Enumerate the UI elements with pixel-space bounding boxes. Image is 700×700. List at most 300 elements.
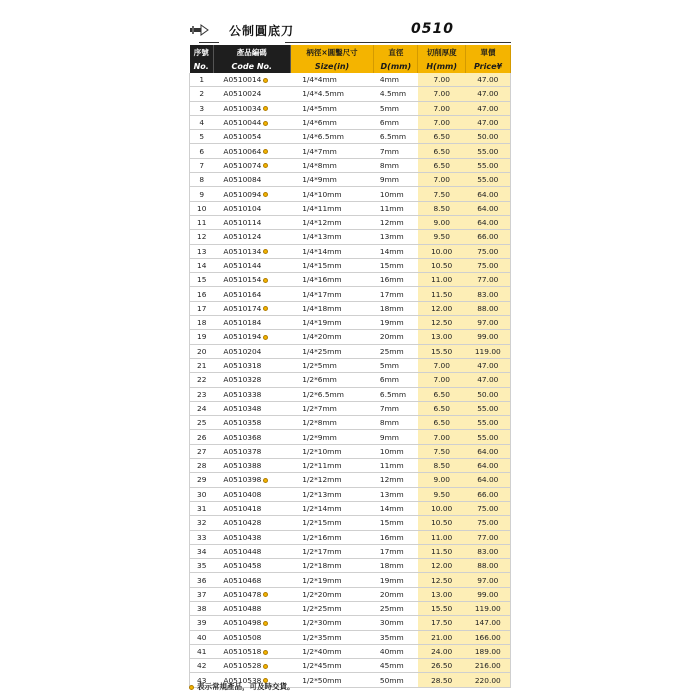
row-number: 27 — [197, 446, 207, 456]
row-number: 17 — [197, 303, 207, 313]
table-row — [190, 273, 511, 287]
row-number: 13 — [197, 246, 207, 256]
row-thickness: 13.00 — [431, 332, 453, 342]
row-code: A0510498 — [223, 618, 262, 628]
row-thickness: 12.50 — [431, 318, 453, 328]
row-diameter: 19mm — [379, 318, 404, 328]
stock-dot-icon — [263, 163, 268, 168]
row-thickness: 6.50 — [433, 146, 450, 156]
row-code: A0510478 — [223, 589, 262, 599]
table-row — [190, 173, 511, 187]
table-row — [190, 516, 511, 530]
row-size: 1/4*4mm — [302, 75, 337, 85]
row-size: 1/2*35mm — [302, 632, 342, 642]
row-code: A0510174 — [223, 303, 262, 313]
row-price: 119.00 — [474, 346, 501, 356]
row-diameter: 6mm — [379, 375, 399, 385]
stock-dot-icon — [263, 78, 268, 83]
row-price: 64.00 — [477, 446, 499, 456]
row-code: A0510458 — [223, 561, 262, 571]
row-price: 55.00 — [477, 146, 499, 156]
row-diameter: 5mm — [379, 103, 399, 113]
row-size: 1/4*4.5mm — [302, 89, 344, 99]
row-price: 147.00 — [474, 618, 501, 628]
row-size: 1/2*17mm — [302, 546, 342, 556]
row-thickness: 24.00 — [431, 647, 453, 657]
row-code: A0510398 — [223, 475, 262, 485]
row-number: 31 — [197, 504, 207, 514]
row-size: 1/2*20mm — [302, 589, 342, 599]
table-row — [190, 444, 511, 458]
row-number: 23 — [197, 389, 207, 399]
header-no-en: No. — [190, 59, 214, 73]
row-thickness: 6.50 — [433, 132, 450, 142]
row-code: A0510104 — [223, 203, 262, 213]
row-price: 83.00 — [477, 289, 499, 299]
row-thickness: 12.00 — [431, 303, 453, 313]
table-row — [190, 401, 511, 415]
row-size: 1/2*40mm — [302, 647, 342, 657]
row-code: A0510094 — [223, 189, 262, 199]
row-size: 1/2*15mm — [302, 518, 342, 528]
row-thickness: 7.00 — [433, 103, 450, 113]
row-code: A0510428 — [223, 518, 262, 528]
row-thickness: 10.50 — [431, 518, 453, 528]
row-diameter: 6.5mm — [379, 132, 407, 142]
table-row — [190, 459, 511, 473]
row-price: 189.00 — [474, 647, 501, 657]
row-size: 1/4*14mm — [302, 246, 342, 256]
row-size: 1/4*5mm — [302, 103, 337, 113]
header-row-zh — [190, 45, 511, 59]
row-number: 24 — [197, 403, 207, 413]
row-price: 220.00 — [474, 675, 501, 685]
row-thickness: 7.00 — [433, 89, 450, 99]
row-thickness: 26.50 — [431, 661, 453, 671]
stock-dot-icon — [263, 278, 268, 283]
series-code: 0510 — [411, 21, 454, 37]
row-thickness: 6.50 — [433, 418, 450, 428]
row-number: 29 — [197, 475, 207, 485]
row-thickness: 6.50 — [433, 160, 450, 170]
table-row — [190, 344, 511, 358]
row-code: A0510388 — [223, 461, 262, 471]
table-row — [190, 587, 511, 601]
row-size: 1/2*19mm — [302, 575, 342, 585]
row-number: 16 — [197, 289, 207, 299]
row-thickness: 7.00 — [433, 432, 450, 442]
row-code: A0510144 — [223, 261, 262, 270]
table-row — [190, 87, 511, 101]
row-thickness: 8.50 — [433, 203, 450, 213]
table-row — [190, 473, 511, 487]
row-number: 7 — [199, 160, 205, 170]
row-diameter: 50mm — [379, 675, 404, 685]
table-row — [190, 544, 511, 558]
row-code: A0510508 — [223, 632, 262, 642]
stock-dot-icon — [263, 650, 268, 655]
header-thickness-en: H(mm) — [418, 59, 466, 73]
table-row — [190, 187, 511, 201]
row-diameter: 14mm — [379, 504, 404, 514]
row-size: 1/2*10mm — [302, 446, 342, 456]
row-size: 1/2*6mm — [302, 375, 337, 385]
row-code: A0510084 — [223, 175, 262, 185]
stock-dot-icon — [263, 192, 268, 197]
row-size: 1/4*19mm — [302, 318, 342, 328]
title-banner — [189, 18, 511, 44]
table-row — [190, 573, 511, 587]
row-size: 1/2*12mm — [302, 475, 342, 485]
row-price: 47.00 — [477, 375, 499, 385]
row-code: A0510124 — [223, 232, 262, 242]
row-price: 64.00 — [477, 461, 499, 471]
row-price: 64.00 — [477, 203, 499, 213]
row-thickness: 10.50 — [431, 261, 453, 270]
row-size: 1/4*11mm — [302, 203, 342, 213]
row-price: 88.00 — [477, 303, 499, 313]
row-size: 1/4*12mm — [302, 218, 342, 228]
row-code: A0510024 — [223, 89, 262, 99]
row-number: 10 — [197, 203, 207, 213]
row-thickness: 12.00 — [431, 561, 453, 571]
row-diameter: 20mm — [379, 332, 404, 342]
table-row — [190, 387, 511, 401]
row-price: 66.00 — [477, 489, 499, 499]
table-row — [190, 201, 511, 215]
header-price-zh: 單價 — [466, 45, 511, 59]
row-number: 4 — [199, 118, 205, 128]
row-diameter: 11mm — [379, 203, 404, 213]
table-row — [190, 287, 511, 301]
row-size: 1/4*13mm — [302, 232, 342, 242]
row-size: 1/4*16mm — [302, 275, 342, 285]
row-diameter: 13mm — [379, 232, 404, 242]
row-diameter: 13mm — [379, 489, 404, 499]
row-size: 1/2*14mm — [302, 504, 342, 514]
row-price: 47.00 — [477, 103, 499, 113]
stock-dot-icon — [263, 149, 268, 154]
stock-dot-icon — [263, 478, 268, 483]
row-number: 33 — [197, 532, 207, 542]
row-size: 1/2*5mm — [302, 361, 337, 371]
row-code: A0510054 — [223, 132, 262, 142]
banner-rule — [285, 42, 511, 43]
row-size: 1/2*11mm — [302, 461, 342, 471]
row-code: A0510154 — [223, 275, 262, 285]
table-row — [190, 301, 511, 315]
row-thickness: 9.50 — [433, 232, 450, 242]
table-row — [190, 358, 511, 372]
stock-dot-icon — [263, 592, 268, 597]
row-thickness: 12.50 — [431, 575, 453, 585]
row-code: A0510378 — [223, 446, 262, 456]
table-row — [190, 416, 511, 430]
row-number: 19 — [197, 332, 207, 342]
row-price: 166.00 — [474, 632, 501, 642]
row-diameter: 17mm — [379, 289, 404, 299]
row-diameter: 7mm — [379, 146, 399, 156]
row-number: 1 — [199, 75, 205, 85]
stock-dot-icon — [263, 106, 268, 111]
row-price: 97.00 — [477, 575, 499, 585]
stock-dot-icon — [263, 621, 268, 626]
row-price: 77.00 — [477, 532, 499, 542]
row-number: 34 — [197, 546, 207, 556]
row-price: 119.00 — [474, 604, 501, 614]
row-code: A0510338 — [223, 389, 262, 399]
footnote — [189, 681, 295, 692]
row-diameter: 5mm — [379, 361, 399, 371]
row-code: A0510348 — [223, 403, 262, 413]
row-size: 1/2*16mm — [302, 532, 342, 542]
row-thickness: 7.00 — [433, 118, 450, 128]
row-size: 1/2*45mm — [302, 661, 342, 671]
row-code: A0510114 — [223, 218, 262, 228]
row-code: A0510074 — [223, 160, 262, 170]
row-thickness: 6.50 — [433, 403, 450, 413]
row-number: 26 — [197, 432, 207, 442]
header-thickness-zh: 切削厚度 — [418, 45, 466, 59]
row-thickness: 7.00 — [433, 75, 450, 85]
row-number: 36 — [197, 575, 207, 585]
row-number: 9 — [199, 189, 205, 199]
row-code: A0510358 — [223, 418, 262, 428]
table-row — [190, 616, 511, 630]
header-no-zh: 序號 — [190, 45, 214, 59]
row-diameter: 16mm — [379, 532, 404, 542]
row-thickness: 7.50 — [433, 189, 450, 199]
row-price: 75.00 — [477, 518, 499, 528]
row-diameter: 12mm — [379, 475, 404, 485]
row-diameter: 9mm — [379, 432, 399, 442]
row-price: 55.00 — [477, 432, 499, 442]
row-diameter: 11mm — [379, 461, 404, 471]
table-row — [190, 73, 511, 87]
row-diameter: 7mm — [379, 403, 399, 413]
row-size: 1/2*9mm — [302, 432, 337, 442]
header-diameter-zh: 直徑 — [374, 45, 418, 59]
row-code: A0510164 — [223, 289, 262, 299]
row-number: 38 — [197, 604, 207, 614]
row-diameter: 25mm — [379, 604, 404, 614]
row-price: 50.00 — [477, 132, 499, 142]
row-price: 75.00 — [477, 504, 499, 514]
table-row — [190, 373, 511, 387]
table-row — [190, 215, 511, 229]
row-code: A0510418 — [223, 504, 262, 514]
stock-dot-icon — [263, 335, 268, 340]
row-number: 42 — [197, 661, 207, 671]
row-price: 64.00 — [477, 189, 499, 199]
row-thickness: 11.00 — [431, 275, 453, 285]
row-size: 1/2*50mm — [302, 675, 342, 685]
row-diameter: 15mm — [379, 261, 404, 270]
row-size: 1/4*18mm — [302, 303, 342, 313]
row-code: A0510518 — [223, 647, 262, 657]
row-code: A0510438 — [223, 532, 262, 542]
row-diameter: 4mm — [379, 75, 399, 85]
table-row — [190, 244, 511, 258]
row-diameter: 20mm — [379, 589, 404, 599]
header-price-en: Price¥ — [466, 59, 511, 73]
table-row — [190, 130, 511, 144]
row-price: 97.00 — [477, 318, 499, 328]
row-code: A0510408 — [223, 489, 262, 499]
row-code: A0510318 — [223, 361, 262, 371]
footnote-text: 表示常規產品，可及時交貨。 — [197, 682, 295, 691]
row-number: 32 — [197, 518, 207, 528]
table-row — [190, 559, 511, 573]
row-number: 6 — [199, 146, 205, 156]
row-size: 1/2*30mm — [302, 618, 342, 628]
table-row — [190, 644, 511, 658]
row-price: 75.00 — [477, 261, 499, 270]
row-price: 75.00 — [477, 246, 499, 256]
row-number: 2 — [199, 89, 205, 99]
row-number: 43 — [197, 675, 207, 685]
row-price: 47.00 — [477, 89, 499, 99]
row-diameter: 19mm — [379, 575, 404, 585]
row-thickness: 11.50 — [431, 546, 453, 556]
row-diameter: 10mm — [379, 189, 404, 199]
row-price: 64.00 — [477, 218, 499, 228]
row-diameter: 15mm — [379, 518, 404, 528]
page-title: 公制圓底刀 — [229, 24, 295, 38]
table-row — [190, 501, 511, 515]
row-size: 1/4*9mm — [302, 175, 337, 185]
row-code: A0510328 — [223, 375, 262, 385]
row-thickness: 7.00 — [433, 375, 450, 385]
row-code: A0510044 — [223, 118, 262, 128]
row-size: 1/2*18mm — [302, 561, 342, 571]
row-size: 1/4*20mm — [302, 332, 342, 342]
row-code: A0510468 — [223, 575, 262, 585]
table-row — [190, 430, 511, 444]
row-thickness: 10.00 — [431, 504, 453, 514]
row-thickness: 9.00 — [433, 218, 450, 228]
row-number: 41 — [197, 647, 207, 657]
row-code: A0510204 — [223, 346, 262, 356]
row-code: A0510064 — [223, 146, 262, 156]
row-thickness: 6.50 — [433, 389, 450, 399]
row-diameter: 35mm — [379, 632, 404, 642]
row-thickness: 10.00 — [431, 246, 453, 256]
table-row — [190, 659, 511, 673]
table-row — [190, 630, 511, 644]
row-diameter: 6mm — [379, 118, 399, 128]
row-number: 12 — [197, 232, 207, 242]
stock-dot-icon — [263, 664, 268, 669]
row-number: 11 — [197, 218, 207, 228]
row-size: 1/2*13mm — [302, 489, 342, 499]
stock-dot-icon — [263, 121, 268, 126]
row-number: 28 — [197, 461, 207, 471]
row-diameter: 8mm — [379, 418, 399, 428]
row-thickness: 11.00 — [431, 532, 453, 542]
table-row — [190, 258, 511, 272]
row-size: 1/4*25mm — [302, 346, 342, 356]
banner-rule-left — [199, 42, 219, 43]
row-thickness: 28.50 — [431, 675, 453, 685]
row-size: 1/4*7mm — [302, 146, 337, 156]
row-price: 216.00 — [474, 661, 501, 671]
header-diameter-en: D(mm) — [374, 59, 418, 73]
row-code: A0510134 — [223, 246, 262, 256]
row-diameter: 40mm — [379, 647, 404, 657]
row-thickness: 15.50 — [431, 604, 453, 614]
row-size: 1/4*6mm — [302, 118, 337, 128]
row-number: 25 — [197, 418, 207, 428]
row-number: 30 — [197, 489, 207, 499]
row-number: 5 — [199, 132, 205, 142]
row-number: 14 — [197, 261, 207, 270]
row-diameter: 18mm — [379, 561, 404, 571]
row-size: 1/4*6.5mm — [302, 132, 344, 142]
row-diameter: 10mm — [379, 446, 404, 456]
row-price: 55.00 — [477, 403, 499, 413]
row-size: 1/4*10mm — [302, 189, 342, 199]
row-price: 55.00 — [477, 175, 499, 185]
table-row — [190, 144, 511, 158]
row-code: A0510448 — [223, 546, 262, 556]
row-number: 21 — [197, 361, 207, 371]
row-diameter: 16mm — [379, 275, 404, 285]
stock-dot-icon — [189, 685, 194, 690]
row-number: 35 — [197, 561, 207, 571]
row-thickness: 21.00 — [431, 632, 453, 642]
row-number: 37 — [197, 589, 207, 599]
row-price: 99.00 — [477, 332, 499, 342]
row-price: 55.00 — [477, 418, 499, 428]
router-bit-icon — [189, 22, 209, 38]
row-price: 47.00 — [477, 361, 499, 371]
row-price: 55.00 — [477, 160, 499, 170]
table-body — [190, 73, 511, 687]
row-size: 1/2*25mm — [302, 604, 342, 614]
row-code: A0510538 — [223, 675, 262, 685]
row-diameter: 9mm — [379, 175, 399, 185]
row-diameter: 45mm — [379, 661, 404, 671]
row-code: A0510194 — [223, 332, 262, 342]
table-row — [190, 330, 511, 344]
row-code: A0510184 — [223, 318, 262, 328]
row-code: A0510014 — [223, 75, 262, 85]
table-row — [190, 530, 511, 544]
table-row — [190, 316, 511, 330]
row-thickness: 8.50 — [433, 461, 450, 471]
row-diameter: 14mm — [379, 246, 404, 256]
row-code: A0510488 — [223, 604, 262, 614]
row-number: 18 — [197, 318, 207, 328]
header-size-en: Size(in) — [290, 59, 374, 73]
row-diameter: 12mm — [379, 218, 404, 228]
row-thickness: 11.50 — [431, 289, 453, 299]
row-code: A0510368 — [223, 432, 262, 442]
row-price: 83.00 — [477, 546, 499, 556]
row-thickness: 13.00 — [431, 589, 453, 599]
row-size: 1/2*7mm — [302, 403, 337, 413]
row-size: 1/4*15mm — [302, 261, 342, 270]
row-diameter: 6.5mm — [379, 389, 407, 399]
row-thickness: 7.00 — [433, 361, 450, 371]
row-code: A0510034 — [223, 103, 262, 113]
table-row — [190, 601, 511, 615]
row-price: 88.00 — [477, 561, 499, 571]
stock-dot-icon — [263, 306, 268, 311]
row-thickness: 9.00 — [433, 475, 450, 485]
row-price: 99.00 — [477, 589, 499, 599]
